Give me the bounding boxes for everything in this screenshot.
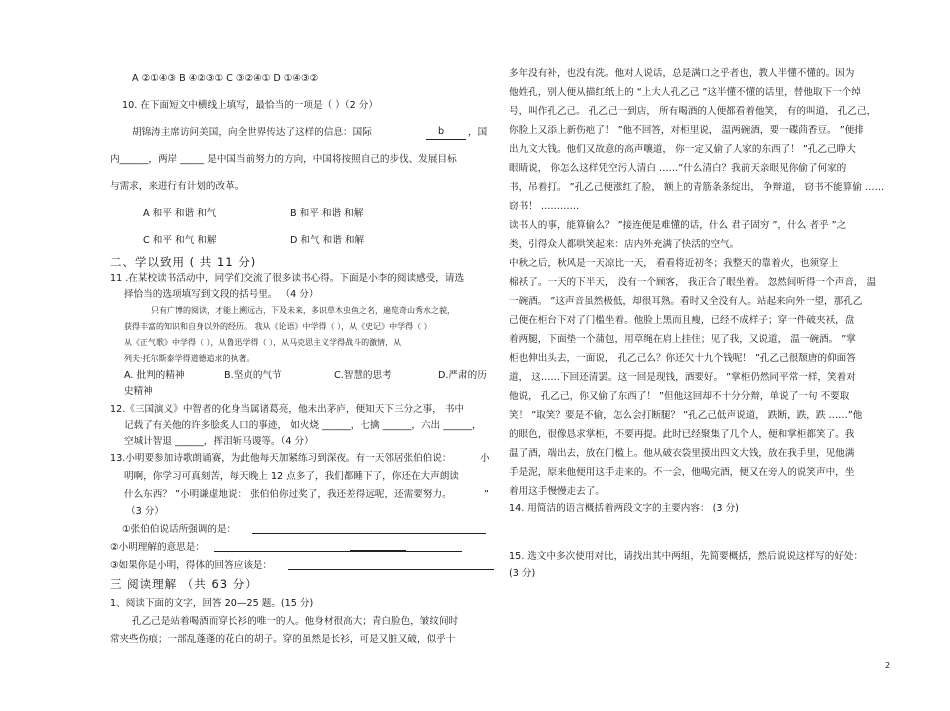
q11-passage-line3: 从《正气歌》中学得（ ），从鲁迅学得（ ），从马克思主义学得战斗的激情，从 — [124, 338, 402, 347]
passage-right-line22: 手是泥，原来他便用这手走来的。不一会，他喝完酒，便又在旁人的说笑声中，坐 — [509, 467, 855, 478]
q15-line1: 15. 选文中多次使用对比，请找出其中两组，先简要概括，然后说说这样写的好处： — [509, 551, 864, 562]
q15-line2: (3 分) — [509, 568, 536, 579]
passage-right-line6: 眼睛说， 你怎么这样凭空污人清白 ……”什么清白？我前天亲眼见你偷了何家的 — [509, 163, 847, 174]
q13-line2: 明啊，你学习可真刻苦，每天晚上 12 点多了，我们都睡下了，你还在大声朗读 — [124, 471, 459, 482]
q12-line3: 空城计智退 ______，挥泪斩马谡等。（4 分） — [124, 436, 314, 447]
passage-right-line17: 道， 这……下回还清罢。这一回是现钱，酒要好。 ”掌柜仍然同平常一样，笑着对 — [509, 372, 856, 383]
q10-stem: 10. 在下面短文中横线上填写，最恰当的一项是（ ）（2 分） — [122, 100, 378, 111]
q13-points: （3 分） — [126, 506, 164, 517]
passage-line1: 孔乙己是站着喝酒而穿长衫的唯一的人。他身材很高大；青白脸色，皱纹间时 — [132, 616, 459, 627]
q13-sub1-answer-line[interactable] — [252, 533, 486, 534]
q12-line1: 12.《三国演义》中智者的化身当属诸葛亮，他未出茅庐，便知天下三分之事， 书中 — [110, 404, 465, 415]
q10-text-line1-end: ，国 — [468, 127, 488, 138]
q10-blank-answer: b — [438, 126, 445, 137]
passage-right-line20: 的眼色，很像恳求掌柜，不要再提。此时已经聚集了几个人，便和掌柜都笑了。我 — [509, 429, 855, 440]
q13-line3-end: ” — [484, 489, 489, 500]
passage-right-line4: 你脸上又添上新伤疤了！ ”他不回答，对柜里说， 温两碗酒，要一碟茴香豆。 ”便排 — [509, 125, 864, 136]
q11-line2: 择恰当的选项填写到文段的括号里。 （4 分） — [124, 289, 319, 300]
q13-sub3-label: ③如果你是小明，得体的回答应该是： — [110, 560, 273, 571]
section2-title: 二、学以致用 ( 共 11 分) — [110, 255, 257, 269]
q11-option-a: A. 批判的精神 — [124, 370, 185, 381]
q10-option-b: B 和平 和谐 和解 — [290, 208, 364, 219]
passage-right-line12: 棉袄了。一天的下半天， 没有一个顾客， 我正合了眼坐着。 忽然间听得一个声音， 温 — [509, 277, 877, 288]
passage-right-line9: 读书人的事，能算偷么？ ”接连便是难懂的话，什么 君子固穷 ”，什么 者乎 ”之 — [509, 220, 847, 231]
passage-right-line23: 着用这手慢慢走去了。 — [509, 486, 605, 497]
passage-right-line14: 己便在柜台下对了门槛坐着。他脸上黑而且瘦，已经不成样子；穿一件破夹袄，盘 — [509, 315, 855, 326]
q11-passage-line4: 列夫·托尔斯泰学得道德追求的执著。 — [124, 354, 255, 363]
passage-right-line15: 着两腿，下面垫一个蒲包，用草绳在肩上挂住；见了我，又说道， 温一碗酒。 ”掌 — [509, 334, 856, 345]
q11-line1: 11 .在某校读书活动中，同学们交流了很多读书心得。下面是小李的阅读感受，请选 — [110, 273, 465, 284]
q12-line2: 记载了有关他的许多脍炙人口的事迹， 如火烧 ______，七擒 ______，六出 ______， — [124, 420, 482, 431]
passage-right-line2: 他姓孔，别人便从描红纸上的 “上大人孔乙己 ”这半懂不懂的话里，替他取下一个绰 — [509, 87, 861, 98]
reading-q1-stem: 1、阅读下面的文字，回答 20—25 题。(15 分) — [110, 598, 314, 609]
q13-sub2-answer-line[interactable] — [214, 551, 462, 552]
q11-option-d-cont: 史精神 — [124, 386, 153, 397]
q10-text-line3: 与需求，来进行有计划的改革。 — [110, 181, 245, 192]
q10-answer-underline — [426, 139, 466, 140]
passage-right-line8: 窃书！ ………… — [509, 201, 580, 212]
page-number: 2 — [885, 661, 891, 670]
q9-options: A ②①④③ B ④②③① C ③②④① D ①④③② — [132, 73, 319, 84]
q10-option-a: A 和平 和谐 和气 — [143, 208, 217, 219]
passage-right-line3: 号，叫作孔乙己。 孔乙己一到店， 所有喝酒的人便都看着他笑， 有的叫道， 孔乙己， — [509, 106, 877, 117]
passage-right-line11: 中秋之后，秋风是一天凉比一天， 看看将近初冬；我整天的靠着火，也须穿上 — [509, 258, 839, 269]
passage-right-line13: 一碗酒。 ”这声音虽然极低，却很耳熟。看时又全没有人。站起来向外一望，那孔乙 — [509, 296, 863, 307]
q13-line3: 什么东西？ ”小明谦虚地说： 张伯伯你过奖了，我还差得远呢，还需要努力。 — [124, 489, 452, 500]
passage-line2: 常夹些伤痕；一部乱蓬蓬的花白的胡子。穿的虽然是长衫，可是又脏又破，似乎十 — [110, 634, 456, 645]
passage-right-line18: 他说， 孔乙己，你又偷了东西了！ ”但他这回却不十分分辩，单说了一句 不要取 — [509, 391, 850, 402]
q10-text-line2: 内______，两岸 _____ 是中国当前努力的方向，中国将按照自己的步伐、发展目标 — [110, 154, 457, 165]
passage-right-line7: 书，吊着打。 ”孔乙己便涨红了脸， 额上的青筋条条绽出， 争辩道， 窃书不能算偷 …… — [509, 182, 885, 193]
q10-text-line1: 胡锦涛主席访问美国，向全世界传达了这样的信息：国际 — [132, 127, 372, 138]
q13-sub2-line-mark — [350, 550, 406, 552]
passage-right-line19: 笑！ ”取笑？要是不偷，怎么会打断腿？ ”孔乙己低声说道， 跌断，跌，跌 ……”他 — [509, 410, 863, 421]
passage-right-line10: 类，引得众人都哄笑起来：店内外充满了快活的空气。 — [509, 239, 740, 250]
q11-option-d: D.严肃的历 — [438, 370, 487, 381]
q11-option-c: C.智慧的思考 — [334, 370, 392, 381]
passage-right-line5: 出九文大钱。他们又故意的高声嚷道， 你一定又偷了人家的东西了！ ”孔乙己睁大 — [509, 144, 856, 155]
passage-right-line1: 多年没有补，也没有洗。他对人说话，总是满口之乎者也，教人半懂不懂的。因为 — [509, 68, 855, 79]
q11-passage-line2: 获得丰富的知识和自身以外的经历。 我从《论语》中学得（ ），从《史记》中学得（ ） — [124, 322, 432, 331]
q11-passage-line1: 只有广博的阅读，才能上溯远古，下及未来，多识草木虫鱼之名，遍览奇山秀水之貌， — [151, 306, 455, 315]
q13-sub2-label: ②小明理解的意思是： — [110, 542, 205, 553]
passage-right-line21: 温了酒，端出去，放在门槛上。他从破衣袋里摸出四文大钱，放在我手里，见他满 — [509, 448, 855, 459]
q10-option-c: C 和平 和气 和解 — [143, 235, 217, 246]
q10-option-d: D 和气 和谐 和解 — [290, 235, 365, 246]
q14-stem: 14. 用简洁的语言概括着两段文字的主要内容： (3 分) — [509, 503, 739, 514]
q13-sub1-label: ①张伯伯说话所强调的是： — [122, 524, 237, 535]
q13-line1-end: 小 — [480, 453, 490, 464]
passage-right-line16: 柜也伸出头去，一面说， 孔乙己么？你还欠十九个钱呢！ ”孔乙己很颓唐的仰面答 — [509, 353, 856, 364]
section3-title: 三 阅读理解 （共 63 分） — [110, 577, 258, 591]
q13-line1: 13.小明要参加诗歌朗诵赛，为此他每天加紧练习到深夜。有一天邻居张伯伯说： — [110, 453, 452, 464]
q13-sub3-answer-line[interactable] — [288, 569, 494, 570]
q11-option-b: B.坚贞的气节 — [224, 370, 282, 381]
